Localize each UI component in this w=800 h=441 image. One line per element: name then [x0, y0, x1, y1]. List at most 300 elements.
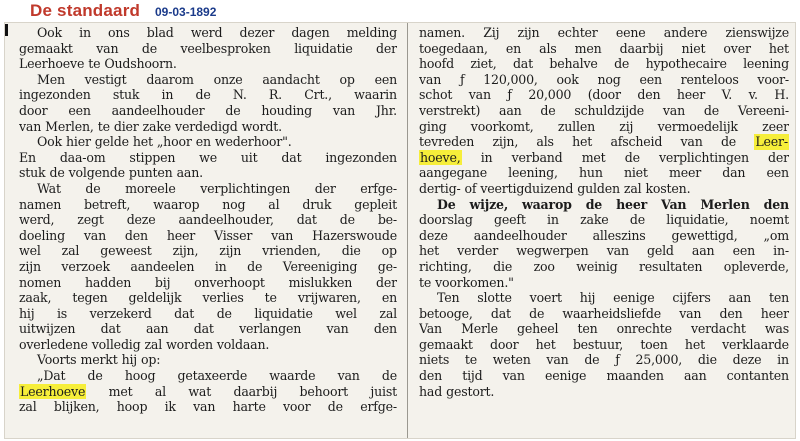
word: 120,000, — [483, 71, 538, 87]
word: merkt — [80, 352, 118, 368]
text-line — [19, 181, 397, 197]
word: dertig- — [419, 180, 461, 196]
text-line — [19, 197, 397, 213]
word: zake — [142, 118, 172, 134]
word: dat — [193, 321, 214, 337]
word: schot — [419, 87, 453, 103]
word: worden — [166, 336, 213, 352]
word: gemaakt — [19, 40, 73, 56]
word: een — [766, 165, 789, 181]
word: betreft, — [84, 196, 131, 212]
word: dat — [100, 321, 121, 337]
text-line — [419, 41, 789, 57]
word: de — [339, 212, 355, 228]
word: liquidatie — [254, 305, 313, 321]
word: richting, — [419, 258, 472, 274]
word: den — [124, 227, 148, 243]
word: der — [314, 180, 336, 196]
word: dezer — [239, 25, 275, 40]
text-line — [419, 212, 789, 228]
word: voor — [283, 399, 311, 415]
text-line — [19, 212, 397, 228]
word: van — [193, 399, 216, 415]
word: heer — [616, 196, 648, 212]
text-line — [419, 290, 789, 306]
text-line — [19, 56, 397, 72]
word: bestuur, — [572, 336, 624, 352]
word: dat — [490, 305, 511, 321]
text-line — [19, 384, 397, 400]
word: de — [529, 305, 545, 321]
word: den — [419, 368, 443, 384]
word: hypothecaire — [645, 56, 727, 72]
word: aan — [683, 368, 707, 384]
word: der — [768, 149, 789, 165]
word: Van — [419, 321, 442, 337]
word: aandeelhouder — [111, 102, 205, 118]
word: dagen — [291, 25, 330, 40]
word: de — [49, 165, 65, 181]
word: het — [684, 336, 705, 352]
word: van — [546, 352, 569, 368]
word: Oudshoorn. — [104, 56, 177, 72]
word: waarheidsliefde — [562, 305, 662, 321]
word: gulden — [577, 180, 620, 196]
word: te — [264, 290, 277, 306]
word: vrijwaren, — [297, 290, 361, 306]
word: wederhoor". — [214, 134, 292, 150]
word: Men — [37, 71, 65, 87]
word: „hoor — [156, 134, 192, 150]
word: moreele — [125, 180, 176, 196]
word: zake — [580, 212, 609, 228]
word: de — [584, 352, 600, 368]
word: v. — [748, 87, 758, 103]
word: zegt — [77, 212, 104, 228]
word: blad — [146, 25, 174, 40]
word: mislukken — [288, 274, 353, 290]
word: in — [214, 258, 227, 274]
word: van — [662, 102, 686, 118]
word: waarop — [153, 196, 200, 212]
word: zij — [619, 118, 634, 134]
word: ten — [577, 321, 598, 337]
word: verplichtingen — [200, 180, 291, 196]
word: in — [161, 87, 174, 103]
word: maanden — [606, 368, 664, 384]
word: 25,000, — [635, 352, 683, 368]
left-column — [19, 25, 397, 415]
word: de — [614, 56, 630, 72]
word: wegwerpen — [516, 243, 589, 259]
word: de — [629, 212, 645, 228]
word: zienswijze — [725, 25, 789, 40]
word: hier — [65, 134, 91, 150]
word: uitwijzen — [19, 321, 76, 337]
word: (door — [587, 87, 621, 103]
word: is — [56, 305, 68, 321]
word: aan. — [176, 165, 203, 181]
word: verklaarde — [722, 336, 789, 352]
word: Ook — [37, 25, 62, 40]
word: zijn — [19, 258, 41, 274]
word: we — [199, 149, 217, 165]
text-line — [19, 290, 397, 306]
word: het — [419, 243, 440, 259]
word: te — [419, 274, 432, 290]
word: op — [339, 71, 355, 87]
word: van — [468, 87, 491, 103]
word: in — [79, 25, 91, 40]
word: ƒ — [615, 352, 620, 368]
word: wordt. — [241, 118, 282, 134]
word: ik — [164, 399, 176, 415]
word: men — [574, 40, 602, 56]
word: de — [216, 305, 232, 321]
word: zal — [623, 180, 642, 196]
column-divider — [407, 23, 408, 438]
word: ons — [108, 25, 130, 40]
word: daarbij — [233, 383, 278, 399]
word: vrienden, — [262, 243, 321, 259]
text-line — [419, 368, 789, 384]
word: weinig — [576, 258, 618, 274]
text-line — [419, 119, 789, 135]
word: voldaan. — [216, 336, 270, 352]
word: een — [639, 71, 662, 87]
text-line — [19, 399, 397, 415]
word: druk — [302, 196, 332, 212]
word: nog — [222, 196, 246, 212]
word: ƒ — [507, 87, 512, 103]
word: niets — [419, 352, 450, 368]
word: zijn, — [172, 243, 199, 259]
word: met — [108, 383, 133, 399]
text-line — [419, 56, 789, 72]
text-line — [19, 134, 397, 150]
word: zal — [61, 243, 80, 259]
word: hij — [121, 352, 138, 368]
word: het — [535, 336, 556, 352]
word: aandeelen — [130, 258, 195, 274]
word: „om — [763, 227, 789, 243]
word: van — [83, 227, 106, 243]
word: getaxeerde — [177, 368, 248, 384]
word: werd — [190, 25, 223, 40]
word: Crt., — [304, 87, 332, 103]
word: ingezonden — [325, 149, 397, 165]
word: van — [96, 40, 119, 56]
word: R. — [268, 87, 282, 103]
word: hoop — [116, 399, 148, 415]
word: dier — [113, 118, 139, 134]
text-line — [19, 165, 397, 181]
text-line — [419, 134, 789, 150]
word: ƒ — [459, 71, 465, 87]
word: van — [679, 305, 702, 321]
word: N. — [232, 87, 247, 103]
word: het — [768, 40, 789, 56]
word: aan — [691, 243, 715, 259]
word: gewettigd, — [671, 227, 738, 243]
text-line — [419, 150, 789, 166]
word: H. — [774, 87, 789, 103]
word: Ten — [437, 290, 460, 306]
word: En — [19, 149, 36, 165]
word: bij — [154, 274, 171, 290]
text-line — [19, 337, 397, 353]
word: de — [85, 180, 101, 196]
word: harte — [232, 399, 266, 415]
word: over — [723, 40, 751, 56]
word: geweest — [100, 243, 152, 259]
word: ging — [419, 118, 447, 134]
word: niet — [681, 40, 706, 56]
word: wijze, — [469, 196, 509, 212]
word: volgende — [68, 165, 125, 181]
word: nog — [597, 71, 621, 87]
word: het — [132, 134, 153, 150]
word: contanten — [726, 368, 789, 384]
word: resultaten — [638, 258, 703, 274]
word: leening — [743, 56, 789, 72]
word: gemaakt — [419, 336, 473, 352]
word: zoo — [533, 258, 555, 274]
word: die — [697, 352, 717, 368]
word: 20,000 — [528, 87, 572, 103]
word: de — [87, 368, 103, 384]
text-line — [419, 72, 789, 88]
word: van — [606, 243, 629, 259]
word: leening, — [508, 165, 558, 181]
word: verstrekt) — [419, 102, 481, 118]
text-line — [19, 119, 397, 135]
word: Visser — [214, 227, 253, 243]
word: daarom — [146, 71, 194, 87]
word: toegedaan, — [419, 40, 488, 56]
word: voorkomt, — [470, 118, 534, 134]
word: Voorts — [37, 352, 77, 368]
word: afscheid — [610, 134, 663, 150]
word: had — [419, 383, 443, 399]
word: de — [540, 102, 556, 118]
word: de — [327, 399, 343, 415]
word: opleverde, — [723, 258, 789, 274]
word: door — [19, 102, 48, 118]
word: waarde — [269, 368, 316, 384]
word: Zij — [483, 25, 500, 40]
word: ook — [556, 71, 579, 87]
word: Vereeni- — [737, 102, 789, 118]
text-line — [419, 87, 789, 103]
word: der — [376, 40, 397, 56]
word: van — [326, 321, 349, 337]
word: als — [539, 40, 557, 56]
word: behoort — [299, 383, 349, 399]
word: te — [97, 118, 110, 134]
word: een — [374, 71, 397, 87]
text-line — [419, 25, 789, 41]
word: liquidatie — [294, 40, 353, 56]
word: De — [437, 196, 456, 212]
word: uit — [240, 149, 258, 165]
word: vermoedelijk — [657, 118, 738, 134]
word: eenige — [544, 368, 587, 384]
word: onverhoopt — [194, 274, 265, 290]
text-line — [419, 352, 789, 368]
word: Merle — [461, 321, 498, 337]
word: wat — [188, 383, 212, 399]
word: de — [225, 102, 241, 118]
word: aan — [728, 290, 752, 306]
text-line — [419, 337, 789, 353]
word: verlies — [202, 290, 244, 306]
word: onze — [213, 71, 243, 87]
word: onrechte — [616, 321, 672, 337]
text-line — [19, 72, 397, 88]
word: Wat — [37, 180, 61, 196]
word: op — [381, 243, 397, 259]
word: noemt — [749, 212, 789, 228]
word: de — [585, 196, 603, 212]
word: volledig — [91, 336, 141, 352]
word: vestigt — [84, 71, 127, 87]
word: Merlen, — [45, 118, 94, 134]
text-cursor-icon — [5, 24, 8, 36]
word: het — [572, 134, 593, 150]
word: Leerhoeve — [19, 56, 85, 72]
word: aan — [145, 321, 169, 337]
word: veertigduizend — [480, 180, 574, 196]
word: hoog — [124, 368, 156, 384]
word: of — [464, 180, 477, 196]
word: aan — [499, 102, 522, 118]
word: als — [536, 134, 554, 150]
word: dan — [722, 165, 746, 181]
word: hoofd — [419, 56, 454, 72]
word: en — [381, 290, 397, 306]
word: V. — [721, 87, 733, 103]
word: te — [464, 352, 478, 368]
word: wel — [19, 243, 41, 259]
word: veelbesproken — [180, 40, 271, 56]
text-line — [419, 243, 789, 259]
text-line — [19, 306, 397, 322]
word: betooge, — [419, 305, 473, 321]
text-line — [419, 259, 789, 275]
text-line — [419, 321, 789, 337]
clipping-header — [0, 0, 800, 24]
word: Van — [661, 196, 687, 212]
word: den — [763, 196, 789, 212]
text-line — [419, 165, 789, 181]
word: deze — [419, 227, 448, 243]
word: de — [195, 87, 211, 103]
word: heer — [676, 87, 706, 103]
word: van — [502, 368, 525, 384]
word: slotte — [477, 290, 512, 306]
word: voorkomen." — [435, 274, 514, 290]
word: zaak, — [19, 290, 52, 306]
word: van — [19, 118, 42, 134]
word: ziet, — [470, 56, 497, 72]
word: in — [547, 212, 559, 228]
text-line — [419, 103, 789, 119]
word: gepleit — [354, 196, 397, 212]
word: hun — [579, 165, 603, 181]
word: alleszins — [592, 227, 646, 243]
word: van — [680, 134, 703, 150]
word: meer — [668, 165, 702, 181]
word: dat — [281, 149, 302, 165]
word: erfge- — [360, 399, 397, 415]
word: melding — [346, 25, 397, 40]
word: namen — [19, 196, 62, 212]
word: zal — [379, 305, 397, 321]
word: door — [489, 336, 519, 352]
word: zijn — [517, 25, 540, 40]
word: der — [376, 274, 397, 290]
word: be- — [377, 212, 397, 228]
word: juist — [370, 383, 397, 399]
word: deze — [126, 212, 156, 228]
word: aangegane — [419, 165, 487, 181]
text-line — [19, 228, 397, 244]
word: echter — [557, 25, 598, 40]
word: nomen — [19, 274, 62, 290]
word: heer — [166, 227, 196, 243]
word: zijn, — [492, 134, 519, 150]
newspaper-clipping — [4, 22, 796, 439]
word: op: — [141, 352, 161, 368]
word: al — [268, 196, 280, 212]
word: doeling — [19, 227, 65, 243]
word: doorslag — [419, 212, 473, 228]
word: verplichtingen — [658, 149, 749, 165]
word: de — [720, 134, 737, 150]
word: de — [703, 102, 719, 118]
word: zal — [19, 399, 37, 415]
word: hadden — [85, 274, 132, 290]
word: punten — [128, 165, 173, 181]
text-line — [419, 306, 789, 322]
word: ingezonden — [19, 87, 91, 103]
word: in — [777, 352, 789, 368]
word: kosten. — [645, 180, 691, 196]
word: den — [637, 87, 661, 103]
word: stuk — [19, 165, 46, 181]
word: te — [88, 56, 101, 72]
word: Jhr. — [375, 102, 397, 118]
text-line — [419, 275, 789, 291]
word: erfge- — [360, 180, 397, 196]
word: verband — [511, 149, 563, 165]
word: verdedigd — [175, 118, 238, 134]
word: Hazerswoude — [312, 227, 397, 243]
word: die — [341, 243, 361, 259]
word: weten — [492, 352, 531, 368]
word: was — [764, 321, 789, 337]
word: houding — [261, 102, 313, 118]
word: hij — [19, 305, 35, 321]
word: namen. — [419, 25, 465, 40]
text-line — [419, 197, 789, 213]
word: den — [719, 305, 743, 321]
word: waarin — [354, 87, 397, 103]
word: dat — [174, 305, 195, 321]
highlighted-word: Leer- — [755, 134, 788, 150]
word: tegen — [72, 290, 108, 306]
